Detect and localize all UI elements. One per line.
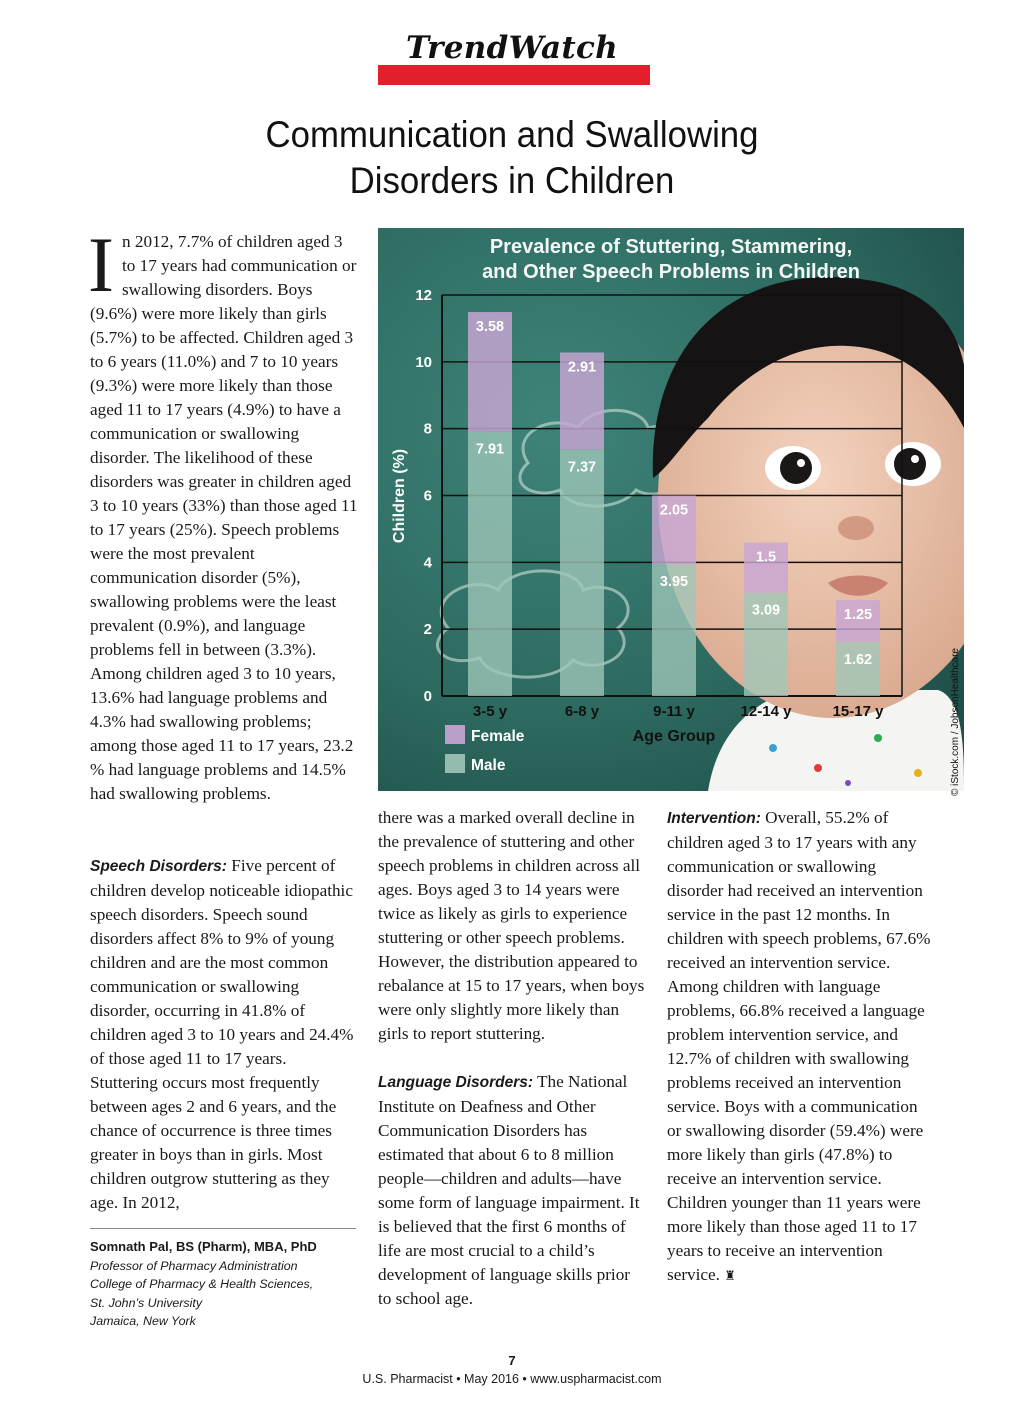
chart-title-line: Prevalence of Stuttering, Stammering, <box>489 236 853 258</box>
legend-label: Male <box>471 757 506 774</box>
speech-disorders-paragraph <box>90 854 358 1215</box>
data-label-female: 1.25 <box>843 607 873 624</box>
article-headline <box>31 112 994 204</box>
bar-male <box>560 450 604 696</box>
y-tick-label: 2 <box>423 621 432 639</box>
masthead <box>0 30 1024 66</box>
article-column-3 <box>667 806 935 1288</box>
legend-label: Female <box>471 728 525 745</box>
author-divider <box>90 1228 356 1229</box>
language-disorders-paragraph <box>378 1070 646 1311</box>
author-affiliation-line: Professor of Pharmacy Administration <box>90 1258 298 1273</box>
legend-swatch <box>445 725 465 744</box>
bar-male <box>836 642 880 696</box>
y-tick-label: 12 <box>415 287 432 304</box>
footer-line: U.S. Pharmacist • May 2016 • www.uspharmacist.com <box>362 1372 662 1386</box>
intervention-paragraph <box>667 806 935 1288</box>
y-tick-label: 10 <box>415 353 432 371</box>
headline-line-1: Communication and Swallowing <box>265 114 759 155</box>
intervention-text: Overall, 55.2% of children aged 3 to 17 years with any communication or swallowing disorder had received an intervention service in the past 12 months. In children with speech problems, 67.6% received an intervention service. Among children with language problems, 66.8% received a language problem intervention service, and 12.7% of children with swallowing problems received an intervention service. Boys with a communication or swallowing disorder (59.4%) were more likely than girls (47.8%) to receive an intervention service. Children younger than 11 years were more likely than those aged 11 to 17 years to receive an intervention service. <box>667 808 931 1284</box>
intro-paragraph <box>88 221 358 806</box>
legend-swatch <box>445 754 465 773</box>
continued-paragraph: there was a marked overall decline in the prevalence of stuttering and other speech problems in children across all ages. Boys aged 3 to 14 years were twice as likely as girls to experience stuttering or other speech problems. However, the distribution appeared to rebalance at 15 to 17 years, when boys were only slightly more likely than girls to report stuttering. <box>378 808 645 1043</box>
x-axis-label: Age Group <box>632 728 716 745</box>
y-axis-label: Children (%) <box>391 448 408 544</box>
y-tick-label: 0 <box>423 688 432 705</box>
article-column-2 <box>378 806 646 1311</box>
data-label-male: 1.62 <box>843 651 873 668</box>
author-affiliation-line: College of Pharmacy & Health Sciences, <box>90 1277 314 1291</box>
speech-disorders-heading: Speech Disorders: <box>90 858 227 875</box>
y-tick-label: 4 <box>423 554 432 572</box>
article-column-1 <box>88 221 358 1215</box>
y-tick-label: 8 <box>423 420 432 438</box>
drop-cap: I <box>88 221 114 308</box>
y-tick-label: 6 <box>423 487 432 505</box>
x-tick-label: 15-17 y <box>832 703 884 720</box>
author-block <box>90 1238 360 1331</box>
x-tick-label: 9-11 y <box>653 703 695 720</box>
author-affiliation-line: St. John’s University <box>90 1295 203 1310</box>
x-tick-label: 3-5 y <box>472 703 508 720</box>
author-name: Somnath Pal, BS (Pharm), MBA, PhD <box>90 1239 317 1254</box>
data-label-female: 2.05 <box>659 502 689 519</box>
masthead-red-bar <box>378 65 650 85</box>
chart-canvas <box>378 228 964 791</box>
data-label-female: 1.5 <box>755 549 777 566</box>
language-disorders-heading: Language Disorders: <box>378 1074 534 1091</box>
author-affiliation-line: Jamaica, New York <box>90 1314 196 1328</box>
x-tick-label: 12-14 y <box>740 703 792 720</box>
data-label-female: 2.91 <box>567 359 597 376</box>
x-tick-label: 6-8 y <box>564 703 600 720</box>
data-label-male: 3.09 <box>751 602 781 619</box>
chart-title-line: and Other Speech Problems in Children <box>482 261 860 283</box>
bar-male <box>468 432 512 696</box>
data-label-female: 3.58 <box>475 319 505 336</box>
speech-disorders-text: Five percent of children develop noticeable idiopathic speech disorders. Speech sound disorders affect 8% to 9% of young children and are the most common communication or swallowing disorder, occurring in 41.8% of children aged 3 to 10 years and 24.4% of those aged 11 to 17 years. Stuttering occurs most frequently between ages 2 and 6 years, and the chance of occurrence is three times greater in boys than in girls. Most children outgrow stuttering as they age. In 2012, <box>90 856 354 1212</box>
intervention-heading: Intervention: <box>667 810 761 827</box>
data-label-male: 7.91 <box>475 441 505 458</box>
end-mark-icon: ♜ <box>724 1268 736 1283</box>
masthead-title: TrendWatch <box>405 30 619 66</box>
data-label-male: 3.95 <box>659 574 689 591</box>
headline-line-2: Disorders in Children <box>349 160 675 201</box>
page-footer <box>0 1352 1024 1388</box>
prevalence-chart <box>378 228 964 791</box>
intro-text: n 2012, 7.7% of children aged 3 to 17 years had communication or swallowing disorders. Boys (9.6%) were more likely than girls (5.7%) to be affected. Children aged 3 to 6 years (11.0%) and 7 to 10 years (9.3%) were more likely than those aged 11 to 17 years (4.9%) to have a communication or swallowing disorder. The likelihood of these disorders was greater in children aged 3 to 10 years (33%) than those aged 11 to 17 years (25%). Speech problems were the most prevalent communication disorder (5%), swallowing problems were the least prevalent (0.9%), and language problems fell in between (3.3%). Among children aged 3 to 10 years, 13.6% had language problems and 4.3% had swallowing problems; among those aged 11 to 17 years, 23.2 % had language problems and 14.5% had swallowing problems. <box>90 232 358 803</box>
data-label-male: 7.37 <box>567 459 597 476</box>
language-disorders-text: The National Institute on Deafness and Other Communication Disorders has estimated that about 6 to 8 million people—children and adults—have some form of language impairment. It is believed that the first 6 months of life are most crucial to a child’s development of language skills prior to school age. <box>378 1072 640 1308</box>
photo-credit: © iStock.com / JobsonHealthcare <box>950 648 961 796</box>
page-number: 7 <box>508 1353 516 1368</box>
